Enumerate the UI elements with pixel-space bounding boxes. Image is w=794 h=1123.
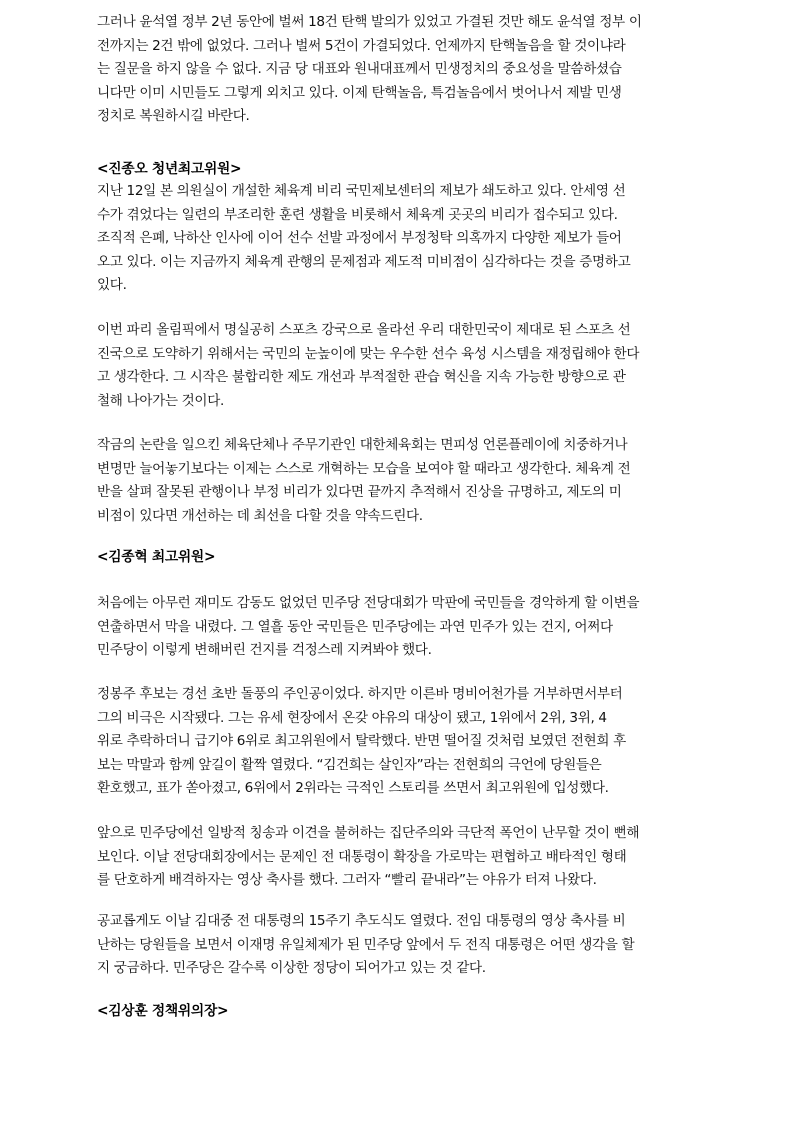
paragraph-impeachment: [97, 11, 702, 129]
paragraph-line: 위로 추락하더니 급기야 6위로 최고위원에서 탈락했다. 반면 떨어질 것처럼 보였던 전현희 후: [97, 733, 626, 749]
paragraph-line: 변명만 늘어놓기보다는 이제는 스스로 개혁하는 모습을 보여야 할 때라고 생각한다. 체육계 전: [97, 460, 631, 477]
paragraph-memorial: [97, 910, 702, 981]
paragraph-line: 를 단호하게 배격하자는 영상 축사를 했다. 그러자 “빨리 끝내라”는 야유가 터져 나왔다.: [97, 872, 597, 888]
paragraph-line: 정봉주 후보는 경선 초반 돌풍의 주인공이었다. 하지만 이른바 명비어천가를 거부하면서부터: [97, 686, 623, 702]
paragraph-line: 니다만 이미 시민들도 그렇게 외치고 있다. 이제 탄핵놀음, 특검놀음에서 벗어나서 제발 민생: [97, 84, 622, 101]
paragraph-collectivism: [97, 822, 702, 893]
paragraph-line: 오고 있다. 이는 지금까지 체육계 관행의 문제점과 제도적 미비점이 심각하다는 것을 증명하고: [97, 253, 631, 270]
paragraph-line: 보인다. 이날 전당대회장에서는 문제인 전 대통령이 확장을 가로막는 편협하고 배타적인 형태: [97, 848, 627, 865]
paragraph-line: 앞으로 민주당에선 일방적 칭송과 이견을 불허하는 집단주의와 극단적 폭언이 난무할 것이 뻔해: [97, 825, 640, 841]
speaker-heading-kim-sanghoon: <김상훈 정책위의장>: [97, 1003, 229, 1019]
paragraph-line: 이번 파리 올림픽에서 명실공히 스포츠 강국으로 올라선 우리 대한민국이 제대로 된 스포츠 선: [97, 322, 631, 338]
paragraph-line: 철해 나아가는 것이다.: [97, 392, 224, 409]
paragraph-line: 조직적 은폐, 낙하산 인사에 이어 선수 선발 과정에서 부정청탁 의혹까지 다양한 제보가 들어: [97, 230, 622, 246]
paragraph-line: 는 질문을 하지 않을 수 없다. 지금 당 대표와 원내대표께서 민생정치의 중요성을 말씀하셨습: [97, 61, 622, 77]
paragraph-sports-corruption: [97, 180, 702, 298]
paragraph-line: 보는 막말과 함께 앞길이 활짝 열렸다. “김건희는 살인자”라는 전현희의 극언에 당원들은: [97, 756, 602, 773]
paragraph-line: 공교롭게도 이날 김대중 전 대통령의 15주기 추도식도 열렸다. 전임 대통령의 영상 축사를 비: [97, 913, 626, 929]
paragraph-sports-system: [97, 319, 702, 413]
paragraph-line: 민주당이 이렇게 변해버린 건지를 걱정스레 지켜봐야 했다.: [97, 642, 432, 658]
paragraph-line: 고 생각한다. 그 시작은 불합리한 제도 개선과 부적절한 관습 혁신을 지속 가능한 방향으로 관: [97, 369, 626, 385]
paragraph-line: 진국으로 도약하기 위해서는 국민의 눈높이에 맞는 우수한 선수 육성 시스템을 재정립해야 한다: [97, 345, 640, 362]
speaker-heading-jin-jongoh: <진종오 청년최고위원>: [97, 161, 242, 177]
paragraph-line: 비점이 있다면 개선하는 데 최선을 다할 것을 약속드린다.: [97, 507, 423, 524]
paragraph-line: 지난 12일 본 의원실이 개설한 체육계 비리 국민제보센터의 제보가 쇄도하고 있다. 안세영 선: [97, 183, 626, 199]
paragraph-candidates: [97, 683, 702, 801]
speaker-heading-kim-jonghyuk: <김종혁 최고위원>: [97, 549, 216, 565]
paragraph-line: 전까지는 2건 밖에 없었다. 그러나 벌써 5건이 가결되었다. 언제까지 탄핵놀음을 할 것이냐라: [97, 37, 626, 54]
paragraph-line: 그러나 윤석열 정부 2년 동안에 벌써 18건 탄핵 발의가 있었고 가결된 것만 해도 윤석열 정부 이: [97, 14, 642, 30]
paragraph-line: 작금의 논란을 일으킨 체육단체나 주무기관인 대한체육회는 면피성 언론플레이에 치중하거나: [97, 437, 628, 453]
paragraph-line: 난하는 당원들을 보면서 이재명 유일체제가 된 민주당 앞에서 두 전직 대통령은 어떤 생각을 할: [97, 936, 635, 953]
paragraph-line: 있다.: [97, 277, 127, 293]
paragraph-line: 수가 겪었다는 일련의 부조리한 훈련 생활을 비롯해서 체육계 곳곳의 비리가 접수되고 있다.: [97, 206, 618, 223]
paragraph-convention: [97, 592, 702, 663]
paragraph-line: 그의 비극은 시작됐다. 그는 유세 현장에서 온갖 야유의 대상이 됐고, 1위에서 2위, 3위, 4: [97, 709, 607, 726]
paragraph-sports-reform: [97, 434, 702, 528]
paragraph-line: 환호했고, 표가 쏟아졌고, 6위에서 2위라는 극적인 스토리를 쓰면서 최고위원에 입성했다.: [97, 780, 609, 796]
paragraph-line: 연출하면서 막을 내렸다. 그 열흘 동안 국민들은 민주당에는 과연 민주가 있는 건지, 어쩌다: [97, 618, 613, 635]
paragraph-line: 정치로 복원하시길 바란다.: [97, 108, 250, 124]
paragraph-line: 처음에는 아무런 재미도 감동도 없었던 민주당 전당대회가 막판에 국민들을 경악하게 할 이변을: [97, 595, 640, 611]
paragraph-line: 지 궁금하다. 민주당은 갈수록 이상한 정당이 되어가고 있는 것 같다.: [97, 960, 486, 976]
paragraph-line: 반을 살펴 잘못된 관행이나 부정 비리가 있다면 끝까지 추적해서 진상을 규명하고, 제도의 미: [97, 484, 622, 500]
